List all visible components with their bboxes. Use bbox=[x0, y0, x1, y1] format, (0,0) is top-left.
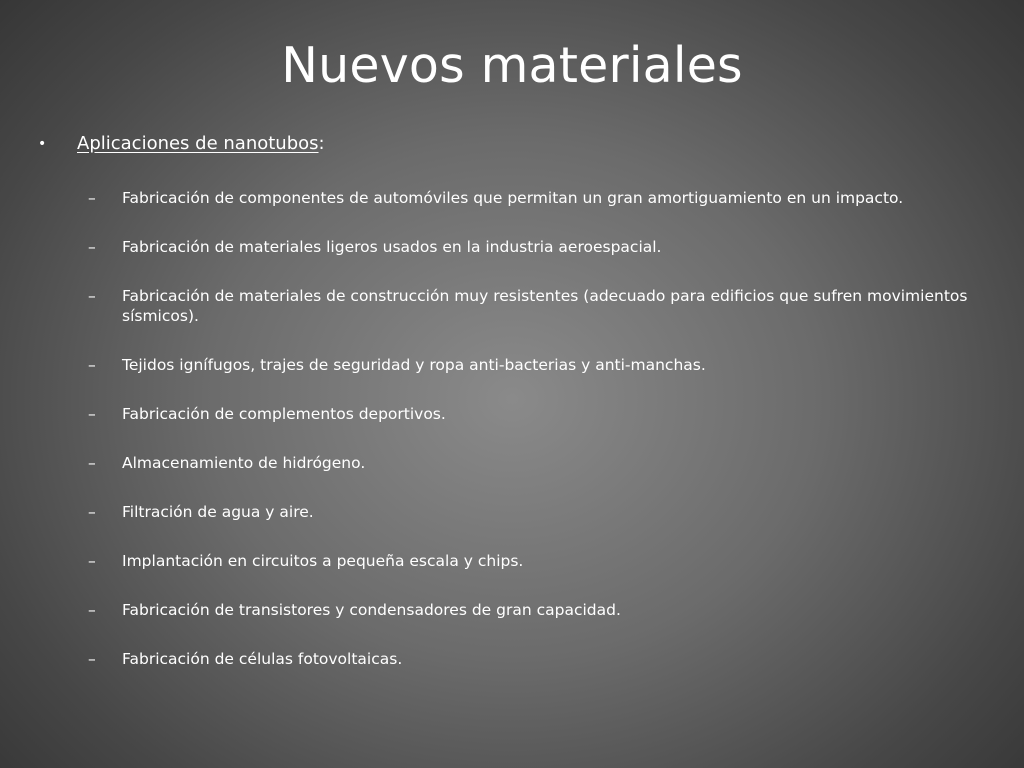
list-item-text: Tejidos ignífugos, trajes de seguridad y ropa anti-bacterias y anti-manchas. bbox=[122, 356, 706, 374]
list-item bbox=[88, 237, 968, 257]
list-item-text: Fabricación de células fotovoltaicas. bbox=[122, 650, 403, 668]
list-item bbox=[88, 286, 968, 326]
list-item bbox=[88, 404, 968, 424]
list-item bbox=[88, 551, 968, 571]
list-item-text: Implantación en circuitos a pequeña escala y chips. bbox=[122, 552, 524, 570]
dash-marker: – bbox=[88, 405, 96, 423]
bullet-marker: • bbox=[38, 136, 47, 152]
list-item bbox=[88, 453, 968, 473]
dash-marker: – bbox=[88, 189, 96, 207]
list-item-text: Almacenamiento de hidrógeno. bbox=[122, 454, 366, 472]
list-item-text: Filtración de agua y aire. bbox=[122, 503, 314, 521]
list-item-text: Fabricación de complementos deportivos. bbox=[122, 405, 446, 423]
main-bullet bbox=[38, 132, 325, 156]
list-item-text: Fabricación de materiales de construcción muy resistentes (adecuado para edificios que sufren movimientos sísmicos). bbox=[122, 287, 968, 325]
list-item bbox=[88, 355, 968, 375]
list-item-text: Fabricación de transistores y condensadores de gran capacidad. bbox=[122, 601, 621, 619]
dash-marker: – bbox=[88, 287, 96, 305]
list-item-text: Fabricación de componentes de automóviles que permitan un gran amortiguamiento en un impacto. bbox=[122, 189, 904, 207]
bullet-text bbox=[77, 132, 325, 156]
list-item bbox=[88, 649, 968, 669]
dash-marker: – bbox=[88, 454, 96, 472]
dash-marker: – bbox=[88, 552, 96, 570]
dash-marker: – bbox=[88, 238, 96, 256]
bullet-suffix: : bbox=[318, 133, 325, 154]
list-item-text: Fabricación de materiales ligeros usados en la industria aeroespacial. bbox=[122, 238, 662, 256]
dash-marker: – bbox=[88, 356, 96, 374]
dash-marker: – bbox=[88, 601, 96, 619]
dash-marker: – bbox=[88, 650, 96, 668]
list-item bbox=[88, 188, 968, 208]
applications-list bbox=[88, 188, 968, 698]
nanotubes-link[interactable]: Aplicaciones de nanotubos bbox=[77, 133, 319, 154]
slide-title: Nuevos materiales bbox=[281, 37, 743, 94]
dash-marker: – bbox=[88, 503, 96, 521]
list-item bbox=[88, 600, 968, 620]
list-item bbox=[88, 502, 968, 522]
